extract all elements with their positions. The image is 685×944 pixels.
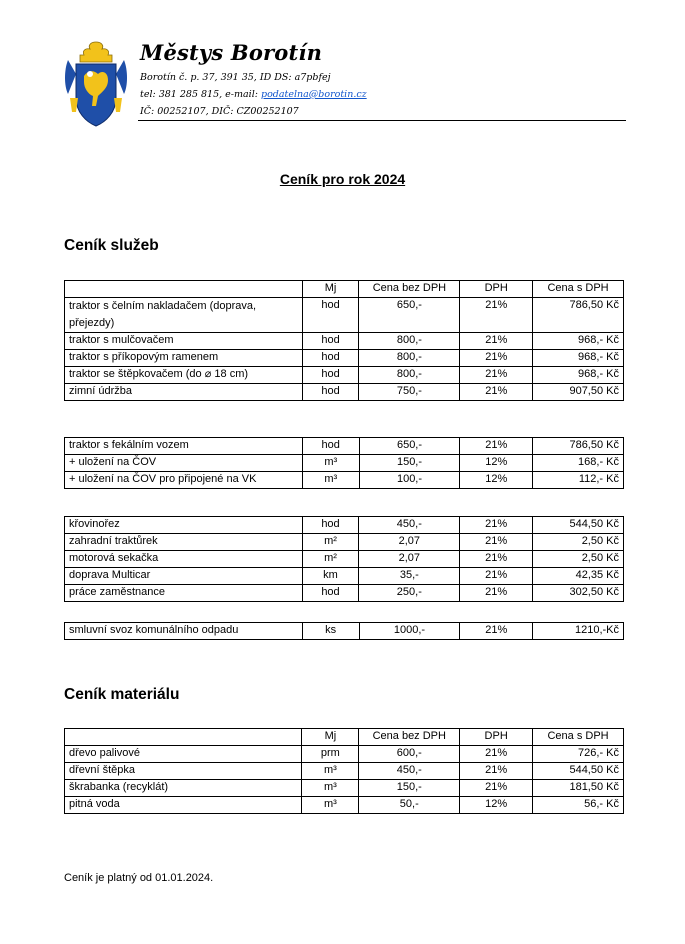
cell-mj: hod	[302, 350, 359, 367]
cell-total: 1210,-Kč	[533, 623, 624, 640]
header-cell-base: Cena bez DPH	[359, 729, 460, 746]
cell-base: 35,-	[359, 568, 460, 585]
cell-base: 450,-	[359, 763, 460, 780]
table-row	[65, 472, 624, 489]
cell-vat: 21%	[460, 746, 533, 763]
cell-total: 968,- Kč	[533, 333, 624, 350]
table-header-row	[65, 281, 624, 298]
cell-total: 302,50 Kč	[533, 585, 624, 602]
header-cell-name	[65, 729, 302, 746]
cell-total: 726,- Kč	[533, 746, 624, 763]
services-table	[64, 280, 624, 401]
org-name: Městys Borotín	[140, 40, 323, 65]
cell-base: 1000,-	[359, 623, 460, 640]
cell-mj: m³	[302, 472, 359, 489]
cell-mj: km	[302, 568, 359, 585]
table-row	[65, 438, 624, 455]
header-cell-total: Cena s DPH	[533, 729, 624, 746]
cell-total: 112,- Kč	[533, 472, 624, 489]
cell-vat: 21%	[460, 367, 533, 384]
cell-mj: m³	[302, 797, 359, 814]
table-row	[65, 534, 624, 551]
cell-vat: 21%	[460, 298, 533, 333]
table-row	[65, 797, 624, 814]
cell-name: smluvní svoz komunálního odpadu	[65, 623, 303, 640]
cell-base: 800,-	[359, 367, 460, 384]
cell-vat: 21%	[460, 763, 533, 780]
cell-vat: 21%	[460, 438, 533, 455]
cell-total: 544,50 Kč	[533, 517, 624, 534]
cell-mj: hod	[302, 517, 359, 534]
cell-total: 181,50 Kč	[533, 780, 624, 797]
document-title: Ceník pro rok 2024	[279, 171, 406, 187]
cell-mj: m³	[302, 763, 359, 780]
cell-name: traktor s příkopovým ramenem	[65, 350, 303, 367]
materials-heading: Ceník materiálu	[64, 686, 180, 703]
table-row	[65, 746, 624, 763]
cell-total: 786,50 Kč	[533, 298, 624, 333]
cell-name: zahradní traktůrek	[65, 534, 303, 551]
cell-base: 50,-	[359, 797, 460, 814]
table-row	[65, 623, 624, 640]
cell-name: + uložení na ČOV pro připojené na VK	[65, 472, 303, 489]
cell-total: 786,50 Kč	[533, 438, 624, 455]
cell-vat: 21%	[460, 585, 533, 602]
cell-base: 600,-	[359, 746, 460, 763]
header-cell-name	[65, 281, 303, 298]
cell-mj: m³	[302, 780, 359, 797]
cell-name: motorová sekačka	[65, 551, 303, 568]
cell-name: škrabanka (recyklát)	[65, 780, 302, 797]
cell-base: 150,-	[359, 455, 460, 472]
org-ids: IČ: 00252107, DIČ: CZ00252107	[140, 106, 299, 117]
cell-mj: hod	[302, 367, 359, 384]
cell-vat: 21%	[460, 623, 533, 640]
cell-vat: 21%	[460, 551, 533, 568]
cell-vat: 21%	[460, 384, 533, 401]
cell-vat: 21%	[460, 568, 533, 585]
cell-total: 42,35 Kč	[533, 568, 624, 585]
waste-table	[64, 622, 624, 640]
table-row	[65, 517, 624, 534]
services-heading: Ceník služeb	[64, 237, 159, 254]
cell-base: 650,-	[359, 438, 460, 455]
header-cell-vat: DPH	[460, 729, 533, 746]
cell-name: zimní údržba	[65, 384, 303, 401]
materials-table	[64, 728, 624, 814]
cell-name: pitná voda	[65, 797, 302, 814]
cell-total: 2,50 Kč	[533, 551, 624, 568]
cell-base: 150,-	[359, 780, 460, 797]
cell-total: 56,- Kč	[533, 797, 624, 814]
cell-vat: 21%	[460, 333, 533, 350]
header-divider	[138, 120, 626, 121]
cell-base: 750,-	[359, 384, 460, 401]
table-row	[65, 350, 624, 367]
validity-note: Ceník je platný od 01.01.2024.	[64, 872, 214, 884]
org-address: Borotín č. p. 37, 391 35, ID DS: a7pbfej	[140, 72, 331, 83]
cell-total: 2,50 Kč	[533, 534, 624, 551]
cell-base: 250,-	[359, 585, 460, 602]
cell-total: 544,50 Kč	[533, 763, 624, 780]
misc-services-table	[64, 516, 624, 602]
cell-name: traktor s čelním nakladačem (doprava, přejezdy)	[65, 298, 303, 333]
org-phone: tel: 381 285 815, e-mail:	[140, 89, 261, 100]
cell-mj: ks	[302, 623, 359, 640]
cell-mj: prm	[302, 746, 359, 763]
header-cell-base: Cena bez DPH	[359, 281, 460, 298]
coat-of-arms-icon	[62, 40, 130, 128]
cell-name: práce zaměstnance	[65, 585, 303, 602]
cell-base: 2,07	[359, 551, 460, 568]
cell-total: 968,- Kč	[533, 367, 624, 384]
table-row	[65, 333, 624, 350]
cell-mj: m³	[302, 455, 359, 472]
email-link[interactable]: podatelna@borotin.cz	[260, 89, 367, 100]
cell-name: traktor se štěpkovačem (do ⌀ 18 cm)	[65, 367, 303, 384]
cell-mj: hod	[302, 384, 359, 401]
cell-mj: m²	[302, 534, 359, 551]
cell-mj: hod	[302, 438, 359, 455]
table-row	[65, 763, 624, 780]
table-header-row	[65, 729, 624, 746]
cell-name: dřevní štěpka	[65, 763, 302, 780]
cell-base: 650,-	[359, 298, 460, 333]
cell-vat: 21%	[460, 534, 533, 551]
cell-total: 968,- Kč	[533, 350, 624, 367]
cell-vat: 21%	[460, 780, 533, 797]
cell-mj: hod	[302, 585, 359, 602]
org-contact	[140, 89, 367, 100]
table-row	[65, 367, 624, 384]
header-cell-mj: Mj	[302, 281, 359, 298]
cell-vat: 12%	[460, 472, 533, 489]
cell-base: 450,-	[359, 517, 460, 534]
cell-total: 168,- Kč	[533, 455, 624, 472]
cell-total: 907,50 Kč	[533, 384, 624, 401]
cell-name: traktor s fekálním vozem	[65, 438, 303, 455]
table-row	[65, 568, 624, 585]
table-row	[65, 298, 624, 333]
cell-vat: 12%	[460, 797, 533, 814]
cell-name: traktor s mulčovačem	[65, 333, 303, 350]
cell-name: dřevo palivové	[65, 746, 302, 763]
cell-vat: 21%	[460, 350, 533, 367]
table-row	[65, 384, 624, 401]
cell-base: 800,-	[359, 350, 460, 367]
table-row	[65, 551, 624, 568]
cell-name: + uložení na ČOV	[65, 455, 303, 472]
header-cell-total: Cena s DPH	[533, 281, 624, 298]
septic-table	[64, 437, 624, 489]
table-row	[65, 585, 624, 602]
cell-base: 2,07	[359, 534, 460, 551]
header-cell-mj: Mj	[302, 729, 359, 746]
table-row	[65, 455, 624, 472]
header-cell-vat: DPH	[460, 281, 533, 298]
cell-vat: 12%	[460, 455, 533, 472]
table-row	[65, 780, 624, 797]
cell-mj: hod	[302, 298, 359, 333]
cell-vat: 21%	[460, 517, 533, 534]
cell-base: 100,-	[359, 472, 460, 489]
cell-base: 800,-	[359, 333, 460, 350]
cell-mj: hod	[302, 333, 359, 350]
cell-name: doprava Multicar	[65, 568, 303, 585]
cell-name: křovinořez	[65, 517, 303, 534]
cell-mj: m²	[302, 551, 359, 568]
